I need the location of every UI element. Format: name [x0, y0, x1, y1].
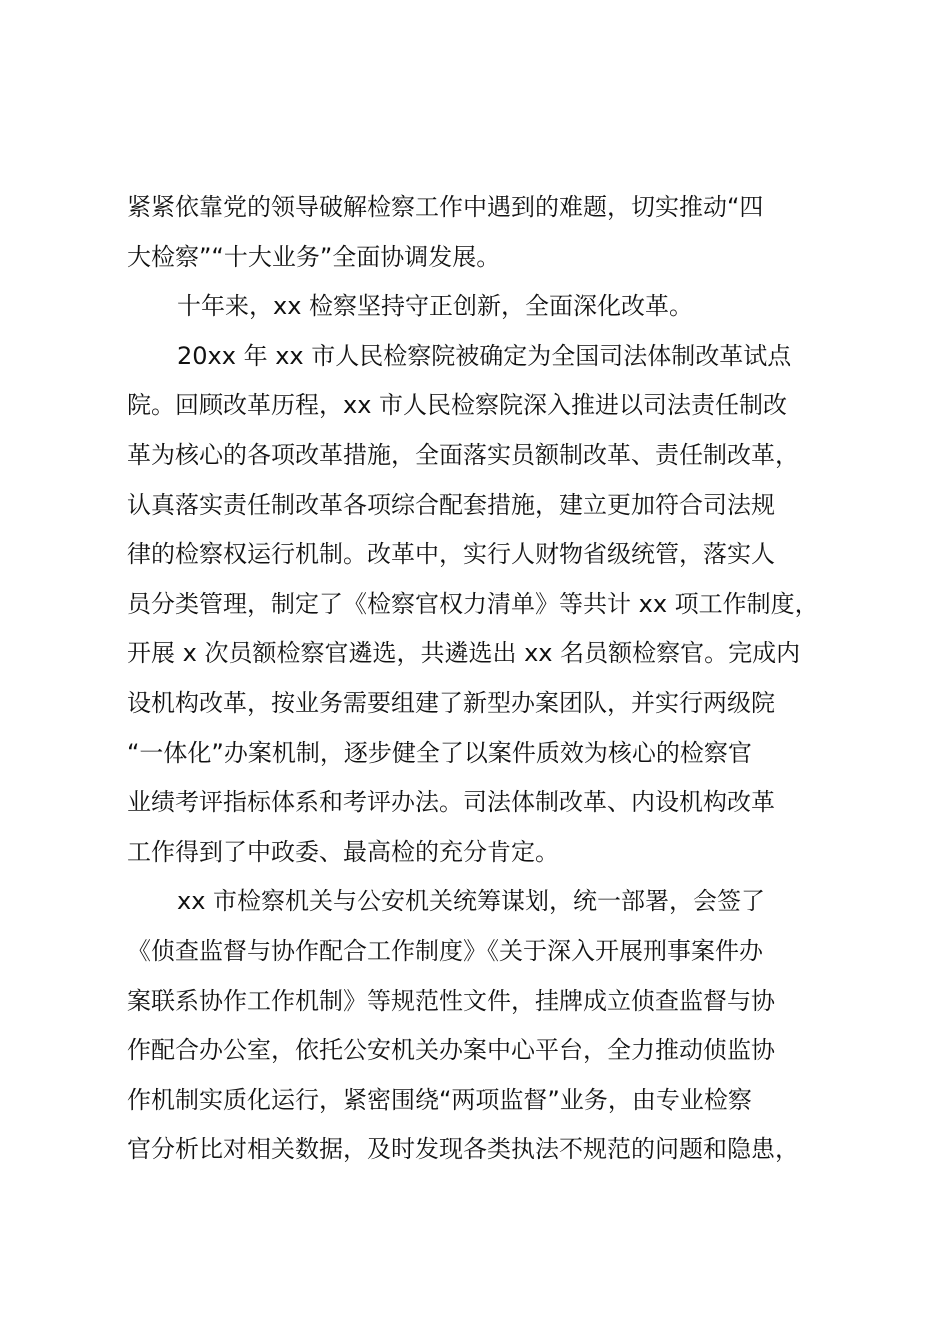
paragraph-3-line-7: 开展 x 次员额检察官遴选，共遴选出 xx 名员额检察官。完成内 [127, 639, 801, 668]
document-body [127, 183, 857, 1175]
paragraph-4-line-2: 《侦查监督与协作配合工作制度》《关于深入开展刑事案件办 [127, 936, 763, 965]
paragraph-3-line-9: “一体化”办案机制，逐步健全了以案件质效为核心的检察官 [127, 738, 752, 767]
paragraph-3-line-3: 革为核心的各项改革措施，全面落实员额制改革、责任制改革， [127, 440, 799, 469]
paragraph-3-line-5: 律的检察权运行机制。改革中，实行人财物省级统管，落实人 [127, 540, 775, 569]
paragraph-4-line-5: 作机制实质化运行，紧密围绕“两项监督”业务，由专业检察 [127, 1085, 752, 1114]
paragraph-3-line-8: 设机构改革，按业务需要组建了新型办案团队，并实行两级院 [127, 688, 775, 717]
paragraph-3-line-4: 认真落实责任制改革各项综合配套措施，建立更加符合司法规 [127, 490, 775, 519]
paragraph-4-line-4: 作配合办公室，依托公安机关办案中心平台，全力推动侦监协 [127, 1036, 775, 1065]
paragraph-3-line-10: 业绩考评指标体系和考评办法。司法体制改革、内设机构改革 [127, 788, 775, 817]
paragraph-2-line-1: 十年来，xx 检察坚持守正创新，全面深化改革。 [177, 292, 694, 321]
paragraph-3-line-2: 院。回顾改革历程，xx 市人民检察院深入推进以司法责任制改 [127, 391, 788, 420]
paragraph-4-line-3: 案联系协作工作机制》等规范性文件，挂牌成立侦查监督与协 [127, 986, 775, 1015]
paragraph-3-line-1: 20xx 年 xx 市人民检察院被确定为全国司法体制改革试点 [177, 341, 792, 370]
paragraph-4-line-1: xx 市检察机关与公安机关统筹谋划，统一部署，会签了 [177, 887, 766, 916]
paragraph-1-line-1: 紧紧依靠党的领导破解检察工作中遇到的难题，切实推动“四 [127, 193, 764, 221]
paragraph-3-line-6: 员分类管理，制定了《检察官权力清单》等共计 xx 项工作制度， [127, 589, 819, 618]
paragraph-1-line-2: 大检察”“十大业务”全面协调发展。 [127, 242, 501, 271]
paragraph-3-line-11: 工作得到了中政委、最高检的充分肯定。 [127, 837, 559, 866]
paragraph-4-line-6: 官分析比对相关数据，及时发现各类执法不规范的问题和隐患， [127, 1135, 799, 1164]
